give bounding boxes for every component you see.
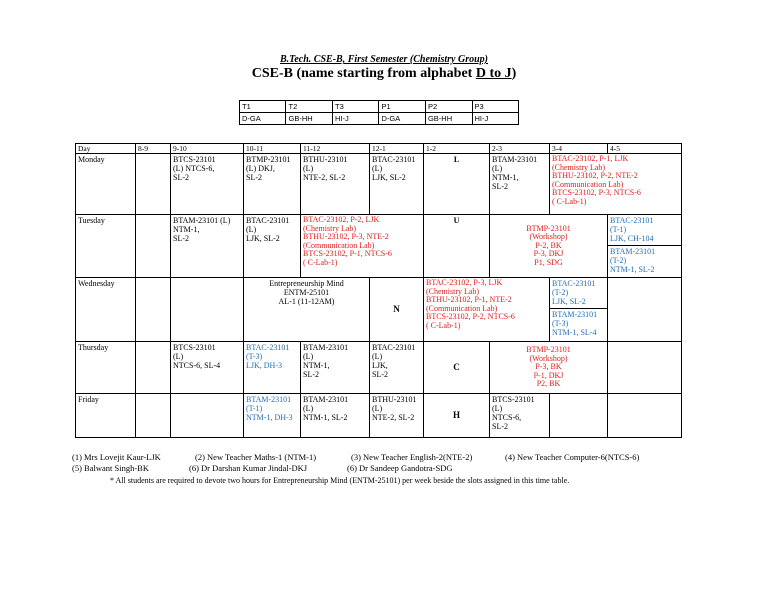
empty-slot: [136, 342, 171, 394]
empty-slot: [171, 278, 244, 342]
lab-slot: BTAC-23102, P-1, LJK (Chemistry Lab) BTHU-23102, P-2, NTE-2 (Communication Lab) BTCS-23102, P-3, NTCS-6 ( C-Lab-1): [550, 154, 682, 215]
footnote-teachers-2: (5) Balwant Singh-BK (6) Dr Darshan Kumar Jindal-DKJ (6) Dr Sandeep Gandotra-SDG: [72, 463, 453, 473]
class-slot: BTAM-23101 (L) NTM-1, SL-2: [490, 154, 550, 215]
footnote-entrepreneurship-note: * All students are required to devote two hours for Entrepreneurship Mind (ENTM-25101) per week beside the slots assigned in this time table.: [110, 476, 570, 485]
class-slot: BTAC-23101 (L) LJK, SL-2: [370, 342, 424, 394]
batch-value-row: [240, 113, 519, 125]
batch-table: [239, 100, 519, 125]
lunch-letter: L: [424, 154, 490, 215]
row-friday: [76, 394, 682, 438]
col-header-11-12: 11-12: [301, 144, 370, 154]
batch-header: P2: [425, 101, 472, 113]
class-slot: BTMP-23101 (L) DKJ, SL-2: [244, 154, 301, 215]
lunch-letter: H: [424, 394, 490, 438]
day-label: Tuesday: [76, 215, 136, 278]
col-header-9-10: 9-10: [171, 144, 244, 154]
class-slot: BTCS-23101 (L) NTCS-6, SL-2: [490, 394, 550, 438]
empty-slot: [608, 278, 682, 342]
row-monday: [76, 154, 682, 215]
entrepreneurship-slot: Entrepreneurship Mind ENTM-25101 AL-1 (11-12AM): [244, 278, 370, 342]
empty-slot: [550, 394, 608, 438]
class-slot: BTHU-23101 (L) NTE-2, SL-2: [370, 394, 424, 438]
empty-slot: [136, 278, 171, 342]
col-header-4-5: 4-5: [608, 144, 682, 154]
row-tuesday: [76, 215, 682, 278]
lab-slot: BTAC-23102, P-2, LJK (Chemistry Lab) BTHU-23102, P-3, NTE-2 (Communication Lab) BTCS-23102, P-1, NTCS-6 ( C-Lab-1): [301, 215, 424, 278]
batch-value: GB-HH: [425, 113, 472, 125]
batch-header: T1: [240, 101, 286, 113]
col-header-8-9: 8-9: [136, 144, 171, 154]
col-header-1-2: 1-2: [424, 144, 490, 154]
batch-header: T3: [333, 101, 379, 113]
col-header-2-3: 2-3: [490, 144, 550, 154]
class-slot: BTAM-23101 (L) NTM-1, SL-2: [171, 215, 244, 278]
lunch-letter: C: [424, 342, 490, 394]
lunch-letter: N: [370, 278, 424, 342]
lab-slot: BTAC-23102, P-3, LJK (Chemistry Lab) BTHU-23102, P-1, NTE-2 (Communication Lab) BTCS-23102, P-2, NTCS-6 ( C-Lab-1): [424, 278, 550, 342]
batch-header-row: [240, 101, 519, 113]
timetable-grid: [75, 143, 682, 438]
empty-slot: [136, 394, 171, 438]
workshop-slot: BTMP-23101 (Workshop) P-3, BK P-1, DKJ P2, BK: [490, 342, 608, 394]
class-slot: BTAM-23101 (L) NTM-1, SL-2: [301, 394, 370, 438]
col-header-3-4: 3-4: [550, 144, 608, 154]
class-slot: BTAC-23101 (L) LJK, SL-2: [370, 154, 424, 215]
empty-slot: [136, 215, 171, 278]
workshop-slot: BTMP-23101 (Workshop) P-2, BK P-3, DKJ P1, SDG: [490, 215, 608, 278]
footnote-teachers-1: (1) Mrs Lovejit Kaur-LJK (2) New Teacher Maths-1 (NTM-1) (3) New Teacher English-2(NTE-2) (4) New Teacher Computer-6(NTCS-6): [72, 452, 640, 462]
class-slot: BTHU-23101 (L) NTE-2, SL-2: [301, 154, 370, 215]
day-label: Thursday: [76, 342, 136, 394]
day-label: Friday: [76, 394, 136, 438]
tutorial-slot: BTAC-23101 (T-2) LJK, SL-2 BTAM-23101 (T-3) NTM-1, SL-4: [550, 278, 608, 342]
empty-slot: [171, 394, 244, 438]
class-slot: BTAM-23101 (L) NTM-1, SL-2: [301, 342, 370, 394]
batch-value: D-GA: [379, 113, 425, 125]
batch-header: P1: [379, 101, 425, 113]
row-thursday: [76, 342, 682, 394]
timetable-title: CSE-B (name starting from alphabet D to J): [251, 66, 517, 81]
empty-slot: [608, 342, 682, 394]
day-label: Wednesday: [76, 278, 136, 342]
class-slot: BTAC-23101 (L) LJK, SL-2: [244, 215, 301, 278]
lunch-letter: U: [424, 215, 490, 278]
batch-value: GB-HH: [286, 113, 333, 125]
class-slot: BTCS-23101 (L) NTCS-6, SL-4: [171, 342, 244, 394]
batch-header: P3: [472, 101, 519, 113]
timetable-header-row: [76, 144, 682, 154]
tutorial-slot: BTAC-23101 (T-3) LJK, DH-3: [244, 342, 301, 394]
batch-header: T2: [286, 101, 333, 113]
tutorial-slot: BTAM-23101 (T-1) NTM-1, DH-3: [244, 394, 301, 438]
batch-value: HI-J: [472, 113, 519, 125]
day-label: Monday: [76, 154, 136, 215]
row-wednesday: [76, 278, 682, 342]
col-header-10-11: 10-11: [244, 144, 301, 154]
empty-slot: [136, 154, 171, 215]
tutorial-slot: BTAC-23101 (T-1) LJK, CH-104 BTAM-23101 (T-2) NTM-1, SL-2: [608, 215, 682, 278]
batch-value: HI-J: [333, 113, 379, 125]
col-header-12-1: 12-1: [370, 144, 424, 154]
col-header-day: Day: [76, 144, 136, 154]
empty-slot: [608, 394, 682, 438]
batch-value: D-GA: [240, 113, 286, 125]
timetable-subtitle: B.Tech. CSE-B, First Semester (Chemistry Group): [280, 54, 488, 65]
class-slot: BTCS-23101 (L) NTCS-6, SL-2: [171, 154, 244, 215]
